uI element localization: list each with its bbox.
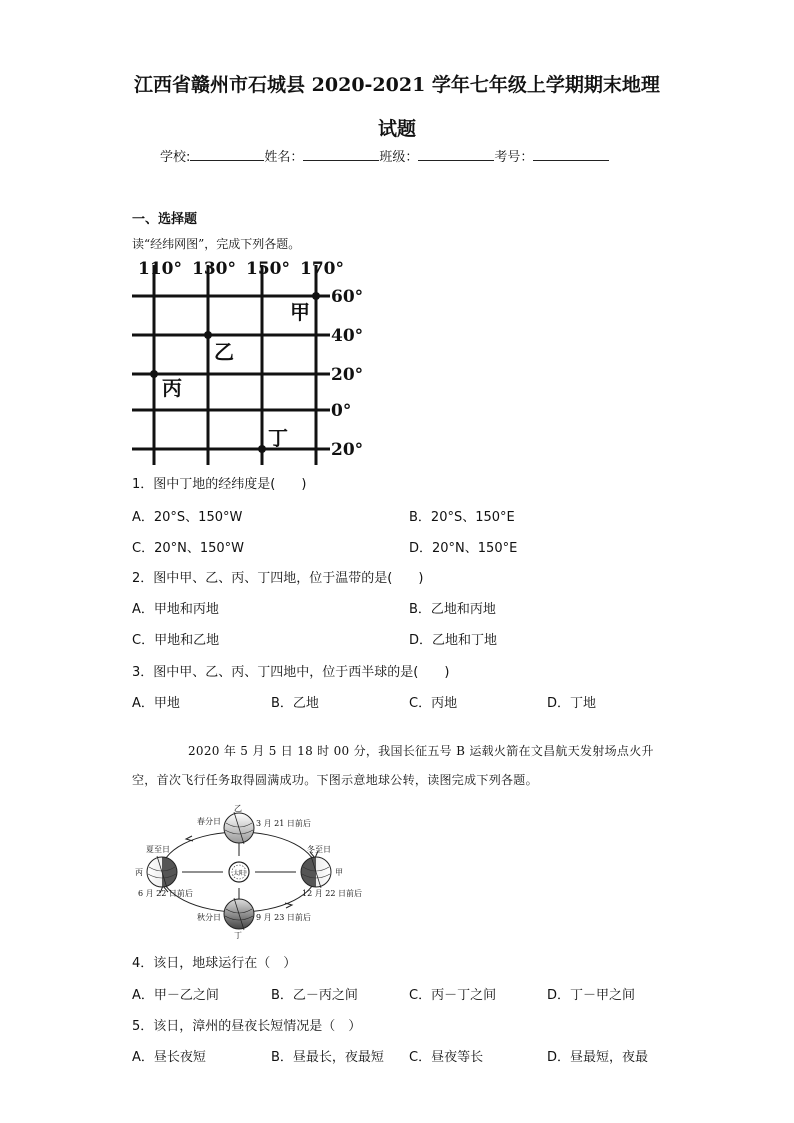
question-1-stem: 1．图中丁地的经纬度是( )	[132, 477, 307, 492]
lon-label-130: 130°	[192, 259, 236, 279]
exam-no-label: 考号：	[494, 150, 534, 165]
q1-option-b[interactable]: B．20°S、150°E	[409, 510, 515, 525]
sun-label: 太阳	[232, 870, 246, 877]
orbit-arrow-icon	[285, 903, 292, 908]
lat-label-20n: 20°	[331, 365, 364, 385]
exam-title-line-2: 试题	[377, 118, 416, 140]
place-jia: 甲	[290, 300, 310, 324]
class-blank[interactable]	[418, 148, 494, 161]
q3-option-a[interactable]: A．甲地	[132, 696, 180, 711]
orbit-top-date: 3 月 21 日前后	[256, 819, 311, 828]
q5-option-a[interactable]: A．昼长夜短	[132, 1050, 206, 1065]
q1-option-d[interactable]: D．20°N、150°E	[409, 541, 518, 556]
lat-label-40: 40°	[331, 326, 364, 346]
place-ding: 丁	[268, 426, 288, 450]
orbit-bottom-term: 秋分日	[197, 913, 221, 922]
lat-label-60: 60°	[331, 287, 364, 307]
lat-label-0: 0°	[331, 401, 352, 421]
school-label: 学校:	[160, 150, 191, 165]
q4-option-a[interactable]: A．甲－乙之间	[132, 988, 219, 1003]
passage-text: 2020 年 5 月 5 日 18 时 00 分，我国长征五号 B 运载火箭在文昌航天发射场点火升空，首次飞行任务取得圆满成功。下图示意地球公转，读图完成下列各题。	[132, 744, 654, 787]
lon-label-170: 170°	[300, 259, 344, 279]
orbit-top-term: 春分日	[197, 817, 221, 826]
q1-option-a[interactable]: A．20°S、150°W	[132, 510, 243, 525]
q4-option-b[interactable]: B．乙－丙之间	[271, 988, 358, 1003]
q3-option-b[interactable]: B．乙地	[271, 696, 319, 711]
lon-label-110: 110°	[138, 259, 182, 279]
orbit-bottom-letter: 丁	[234, 931, 242, 940]
place-yi: 乙	[214, 340, 234, 364]
q2-option-d[interactable]: D．乙地和丁地	[409, 633, 498, 648]
school-blank[interactable]	[190, 148, 264, 161]
question-2-stem: 2．图中甲、乙、丙、丁四地，位于温带的是( )	[132, 571, 424, 586]
q5-option-b[interactable]: B．昼最长，夜最短	[271, 1050, 384, 1065]
q5-option-d[interactable]: D．昼最短，夜最	[547, 1050, 649, 1065]
section-heading: 一、选择题	[132, 212, 198, 227]
orbit-arrow-icon	[186, 836, 193, 841]
student-info-row	[160, 146, 609, 165]
question-5-stem: 5．该日，漳州的昼夜长短情况是（ ）	[132, 1019, 362, 1034]
q2-option-c[interactable]: C．甲地和乙地	[132, 633, 220, 648]
q4-option-c[interactable]: C．丙－丁之间	[409, 988, 497, 1003]
lat-label-20s: 20°	[331, 440, 364, 460]
orbit-right-date: 12 月 22 日前后	[302, 889, 362, 898]
orbit-top-letter: 乙	[234, 804, 242, 813]
orbit-right-term: 冬至日	[307, 845, 331, 854]
q1-option-c[interactable]: C．20°N、150°W	[132, 541, 245, 556]
orbit-left-date: 6 月 22 日前后	[138, 889, 193, 898]
place-bing: 丙	[162, 376, 182, 400]
q5-option-c[interactable]: C．昼夜等长	[409, 1050, 484, 1065]
q2-option-b[interactable]: B．乙地和丙地	[409, 602, 496, 617]
lon-label-150: 150°	[246, 259, 290, 279]
lat-lon-grid-figure	[130, 255, 370, 467]
q4-option-d[interactable]: D．丁－甲之间	[547, 988, 636, 1003]
question-3-stem: 3．图中甲、乙、丙、丁四地中，位于西半球的是( )	[132, 665, 450, 680]
name-label: 姓名：	[264, 150, 304, 165]
q3-option-d[interactable]: D．丁地	[547, 696, 597, 711]
orbit-left-letter: 丙	[135, 868, 143, 877]
orbit-right-letter: 甲	[335, 868, 343, 877]
q2-option-a[interactable]: A．甲地和丙地	[132, 602, 219, 617]
q3-option-c[interactable]: C．丙地	[409, 696, 458, 711]
section-intro: 读“经纬网图”，完成下列各题。	[132, 237, 301, 251]
exam-title-line-1: 江西省赣州市石城县 2020-2021 学年七年级上学期期末地理	[134, 74, 660, 96]
name-blank[interactable]	[303, 148, 379, 161]
question-4-stem: 4．该日，地球运行在（ ）	[132, 956, 297, 971]
earth-orbit-diagram	[132, 800, 362, 940]
exam-no-blank[interactable]	[533, 148, 609, 161]
orbit-left-term: 夏至日	[146, 845, 170, 854]
class-label: 班级：	[379, 150, 419, 165]
orbit-bottom-date: 9 月 23 日前后	[256, 913, 311, 922]
